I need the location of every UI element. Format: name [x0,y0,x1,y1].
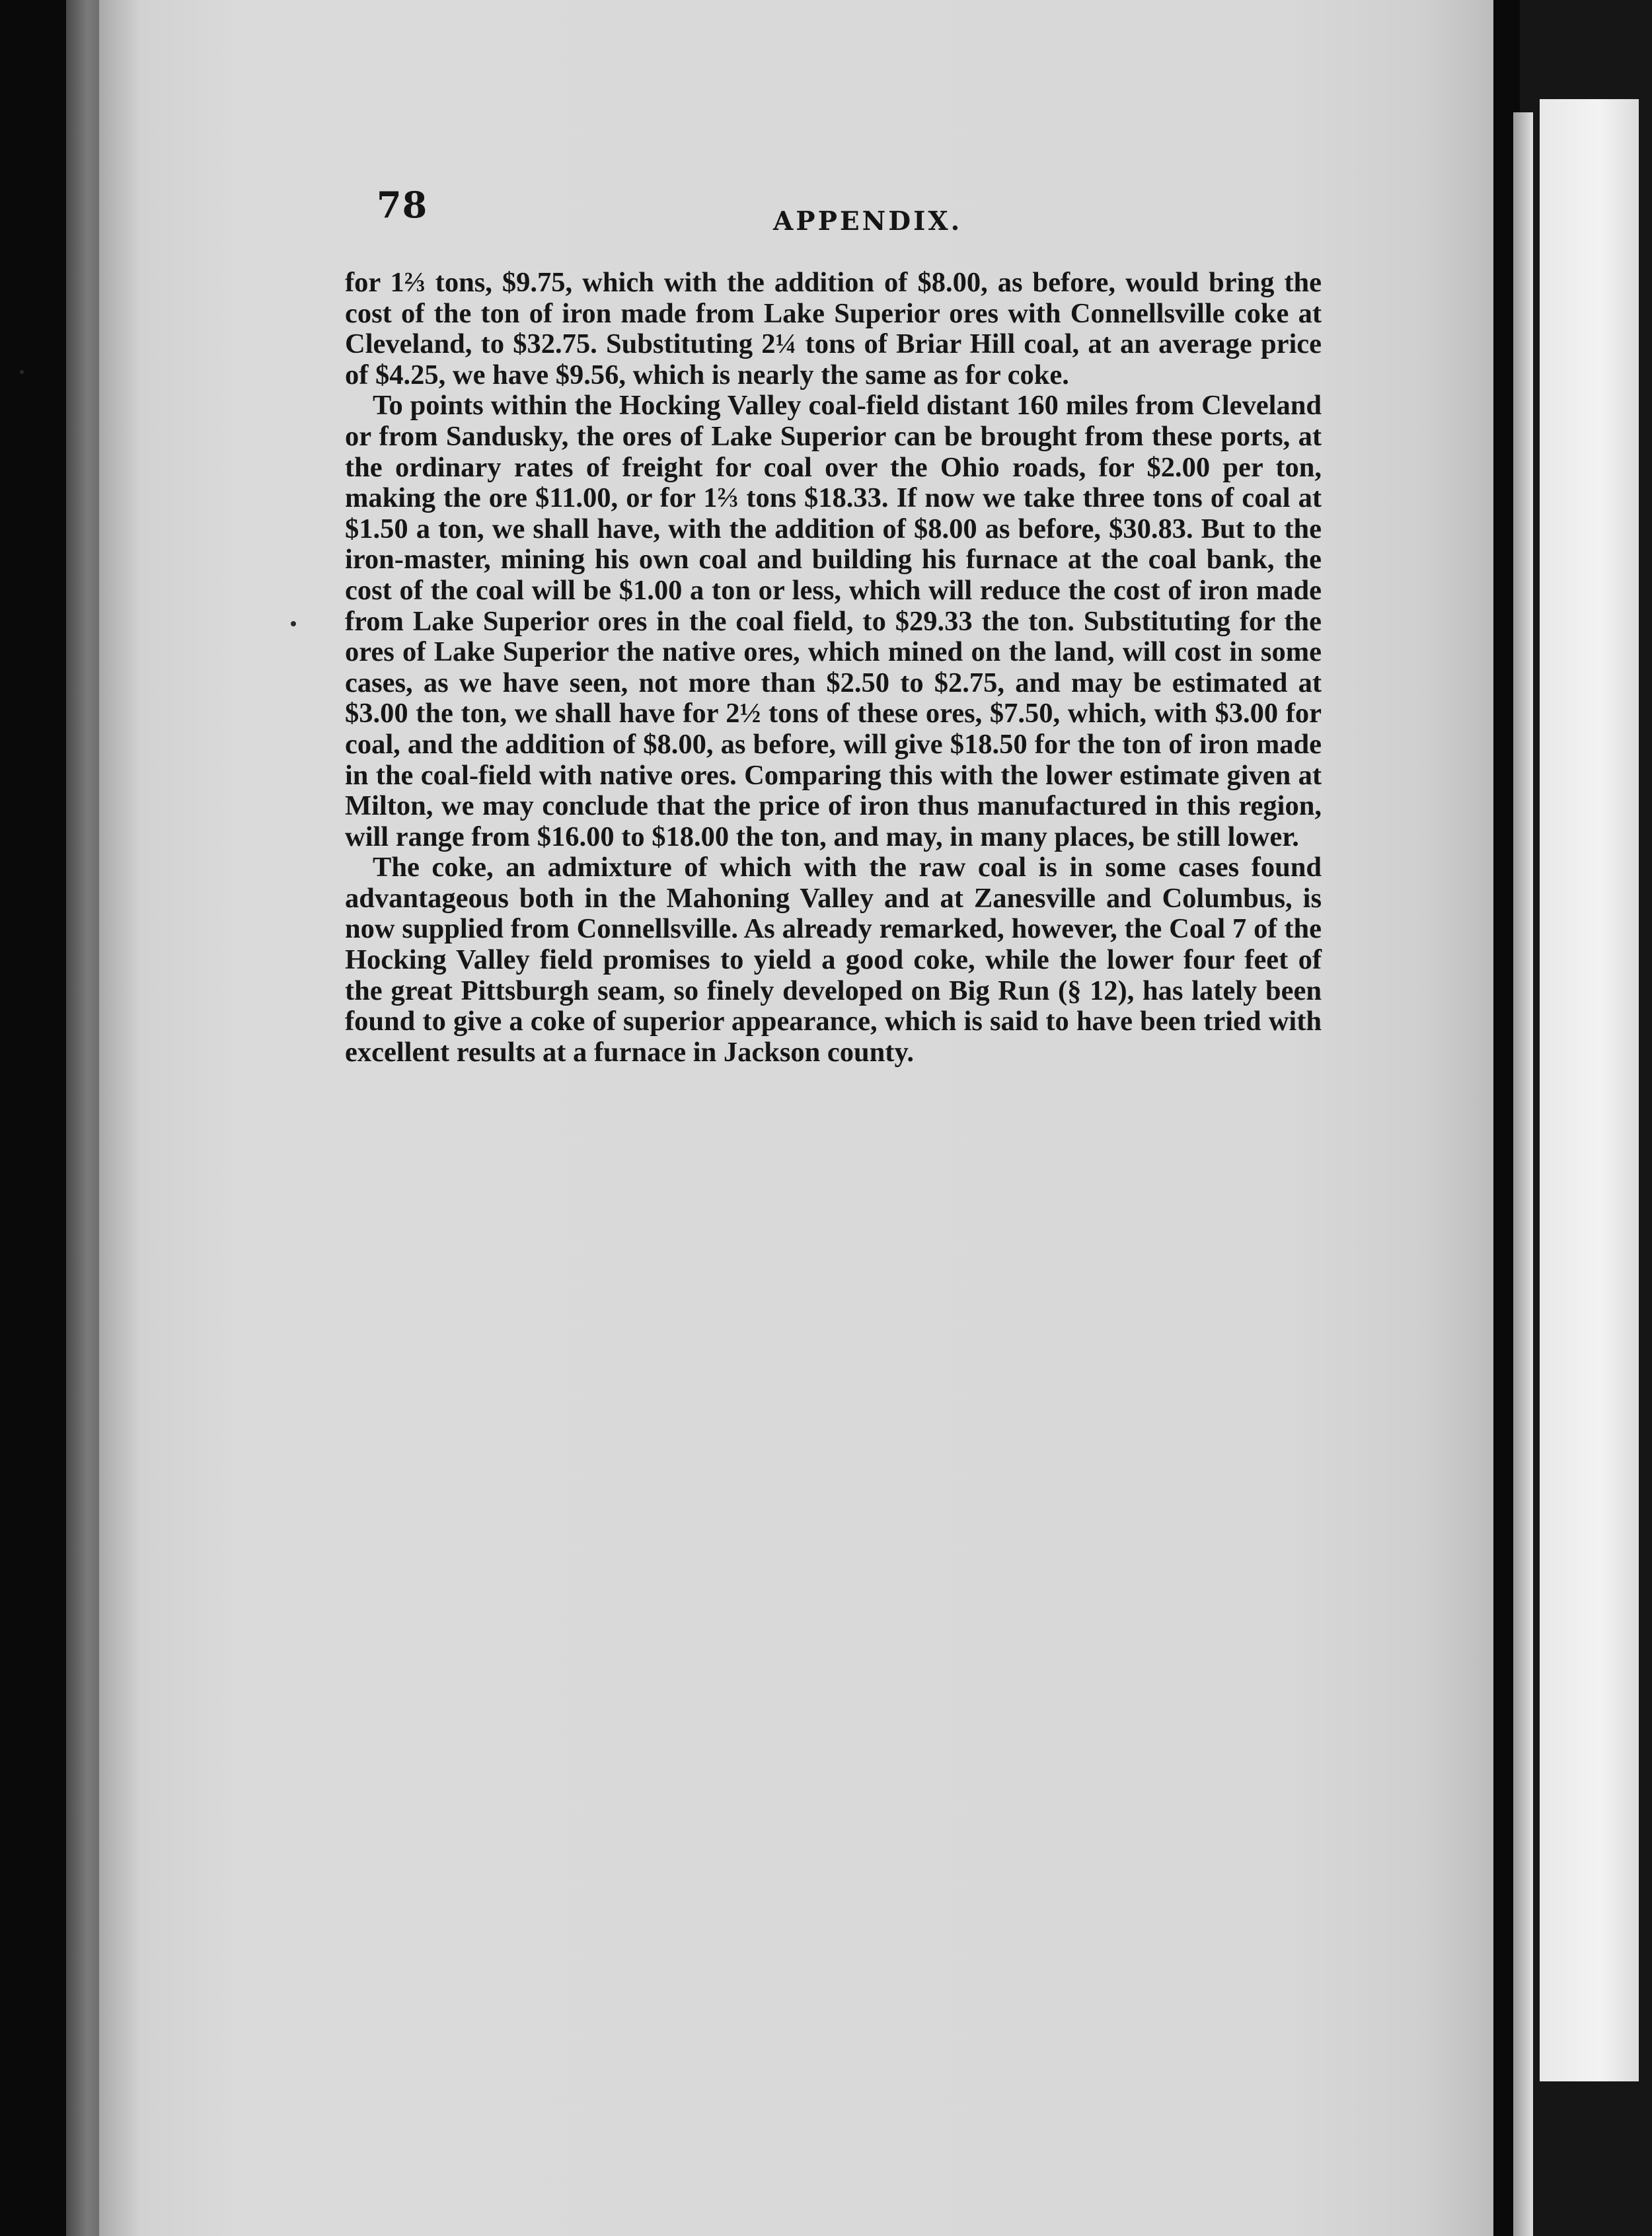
ink-speck [291,621,296,626]
ink-speck [20,370,24,374]
paragraph: for 1⅔ tons, $9.75, which with the addition of $8.00, as before, would bring the cost of the ton of iron made from Lake Superior ores with Connellsville coke at Cleveland, to $32.75. Substituting 2¼ tons of Briar Hill coal, at an average price of $4.25, we have $9.56, which is nearly the same as for coke. [345,267,1322,391]
running-head: APPENDIX. [773,206,963,237]
paragraph: The coke, an admixture of which with the raw coal is in some cases found advantageous both in the Mahoning Valley and at Zanesville and Columbus, is now supplied from Connellsville. As already remarked, however, the Coal 7 of the Hocking Valley field promises to yield a good coke, while the lower four feet of the great Pittsburgh seam, so finely developed on Big Run (§ 12), has lately been found to give a coke of superior appearance, which is said to have been tried with excellent results at a furnace in Jackson county. [345,852,1322,1068]
paragraph: To points within the Hocking Valley coal-field distant 160 miles from Cleveland or from Sandusky, the ores of Lake Superior can be brought from these ports, at the ordinary rates of freight for coal over the Ohio roads, for $2.00 per ton, making the ore $11.00, or for 1⅔ tons $18.33. If now we take three tons of coal at $1.50 a ton, we shall have, with the addition of $8.00 as before, $30.83. But to the iron-master, mining his own coal and building his furnace at the coal bank, the cost of the coal will be $1.00 a ton or less, which will reduce the cost of iron made from Lake Superior ores in the coal field, to $29.33 the ton. Substituting for the ores of Lake Superior the native ores, which mined on the land, will cost in some cases, as we have seen, not more than $2.50 to $2.75, and may be estimated at $3.00 the ton, we shall have for 2½ tons of these ores, $7.50, which, with $3.00 for coal, and the addition of $8.00, as before, will give $18.50 for the ton of iron made in the coal-field with native ores. Comparing this with the lower estimate given at Milton, we may conclude that the price of iron thus manufactured in this region, will range from $16.00 to $18.00 the ton, and may, in many places, be still lower. [345,390,1322,852]
adjacent-page-strip [1540,99,1639,2081]
page-number: 78 [377,184,428,226]
body-text [345,268,1322,1068]
adjacent-page-edge [1513,112,1533,2236]
